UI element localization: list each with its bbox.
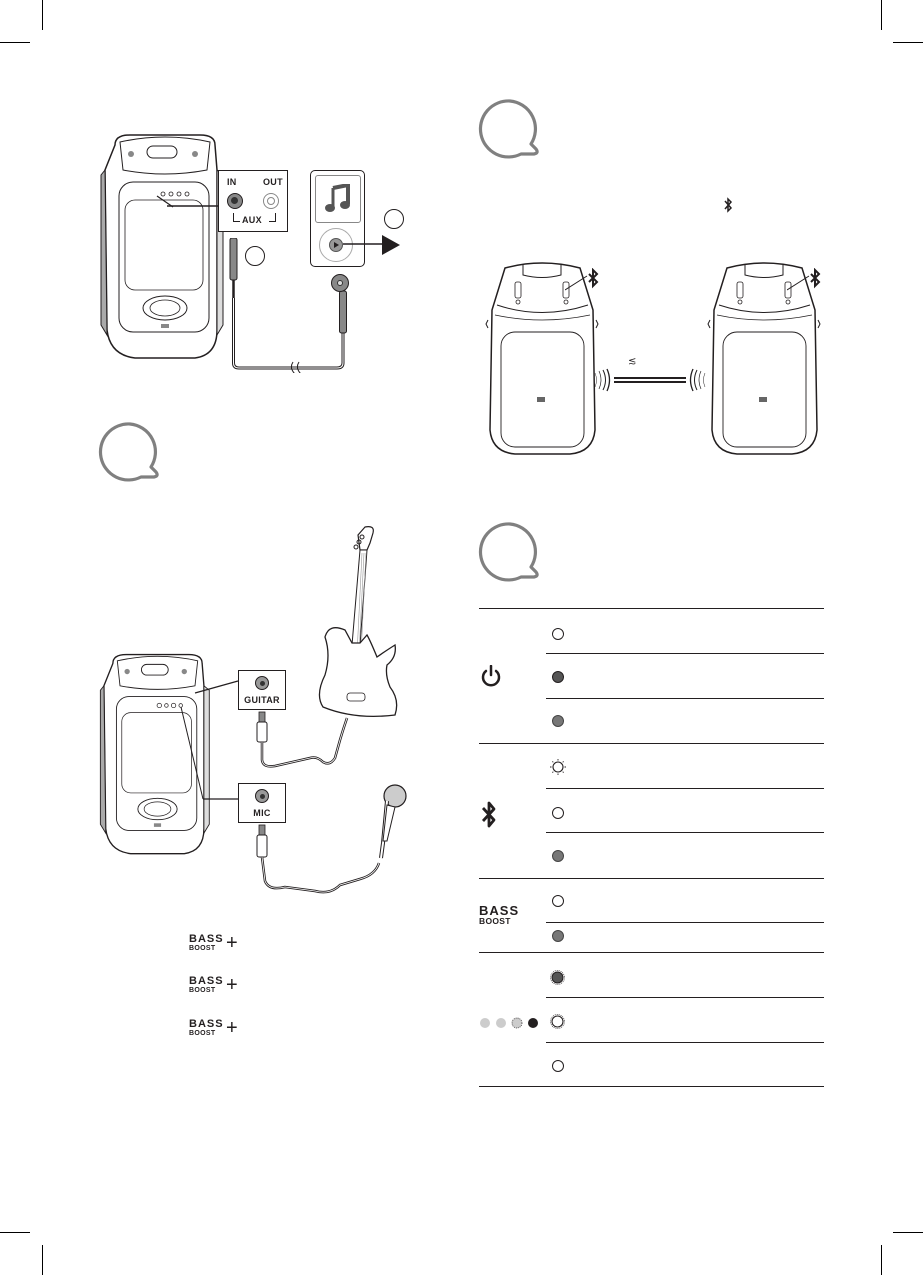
player-play-button[interactable]	[329, 238, 343, 252]
led-solid-gray	[552, 850, 564, 862]
tip-bubble-2	[98, 420, 162, 484]
bass-boost-label: BASS BOOST	[189, 975, 224, 994]
aux-out-jack	[263, 193, 279, 209]
table-divider	[479, 608, 824, 609]
bluetooth-icon	[481, 800, 497, 830]
led-solid-gray	[552, 930, 564, 942]
aux-group-label: AUX	[242, 215, 262, 225]
bass-boost-label: BASS BOOST	[189, 933, 224, 952]
crop-mark-br-h	[893, 1232, 923, 1233]
led-solid-dark	[552, 671, 564, 683]
plus-icon: +	[226, 974, 238, 996]
music-player	[310, 170, 365, 267]
wireless-link	[590, 365, 710, 395]
led-solid-white	[552, 895, 564, 907]
row-divider	[546, 997, 824, 998]
crop-mark-tr-v	[881, 0, 882, 30]
aux-bracket	[269, 213, 276, 222]
mic-cable	[255, 823, 385, 898]
mic-port-box	[238, 783, 286, 823]
speaker-illustration	[95, 130, 235, 365]
bluetooth-icon	[565, 268, 603, 294]
mic-port-label: MIC	[253, 808, 271, 818]
bluetooth-icon	[787, 268, 825, 294]
power-icon	[481, 665, 501, 687]
aux-diagram	[95, 130, 415, 375]
mic-jack	[255, 789, 269, 803]
plus-icon: +	[226, 932, 238, 954]
crop-mark-tl-v	[42, 0, 43, 30]
plus-icon: +	[226, 1017, 238, 1039]
crop-mark-tl-h	[0, 42, 30, 43]
tip-bubble-3	[478, 520, 542, 584]
bluetooth-icon	[723, 197, 733, 213]
guitar-cable	[255, 710, 405, 770]
crop-mark-br-v	[881, 1245, 882, 1275]
crop-mark-bl-h	[0, 1232, 30, 1233]
aux-out-label: OUT	[263, 177, 283, 187]
led-solid-white	[552, 807, 564, 819]
table-divider	[479, 952, 824, 953]
crop-mark-bl-v	[42, 1245, 43, 1275]
play-icon	[382, 235, 400, 255]
row-divider	[546, 698, 824, 699]
row-divider	[546, 1042, 824, 1043]
aux-in-label: IN	[227, 177, 237, 187]
led-solid-gray	[552, 715, 564, 727]
row-divider	[546, 788, 824, 789]
player-screen	[315, 175, 361, 223]
tip-bubble-1	[478, 97, 542, 161]
guitar-jack	[255, 676, 269, 690]
guitar-port-label: GUITAR	[244, 695, 280, 705]
led-solid-white	[552, 628, 564, 640]
music-note-icon	[324, 184, 352, 214]
row-divider	[546, 653, 824, 654]
crop-mark-tr-h	[893, 42, 923, 43]
leader-lines	[165, 675, 245, 805]
aux-panel	[218, 170, 288, 232]
bass-boost-label: BASS BOOST	[189, 1018, 224, 1037]
link-symbol: ≲	[628, 356, 637, 367]
led-flashing-white	[550, 759, 566, 775]
guitar-icon	[315, 525, 405, 740]
table-divider	[479, 878, 824, 879]
led-flashing-dark	[550, 970, 565, 985]
row-divider	[546, 922, 824, 923]
battery-dots-indicator	[479, 1016, 541, 1030]
bass-boost-combo-list	[189, 934, 269, 1054]
table-divider	[479, 1086, 824, 1087]
table-divider	[479, 743, 824, 744]
bass-boost-label: BASS BOOST	[479, 903, 520, 926]
row-divider	[546, 832, 824, 833]
leader-line	[165, 200, 225, 212]
guitar-port-box	[238, 670, 286, 710]
input-diagram	[95, 525, 415, 900]
led-flashing-white	[550, 1014, 565, 1029]
leader-line	[343, 242, 383, 246]
aux-in-jack	[227, 193, 243, 209]
step-marker-1	[245, 246, 265, 266]
aux-bracket	[233, 213, 240, 222]
step-marker-2	[384, 209, 404, 229]
led-solid-white	[552, 1060, 564, 1072]
tws-diagram	[485, 260, 835, 460]
audio-jack-icon	[331, 274, 349, 292]
